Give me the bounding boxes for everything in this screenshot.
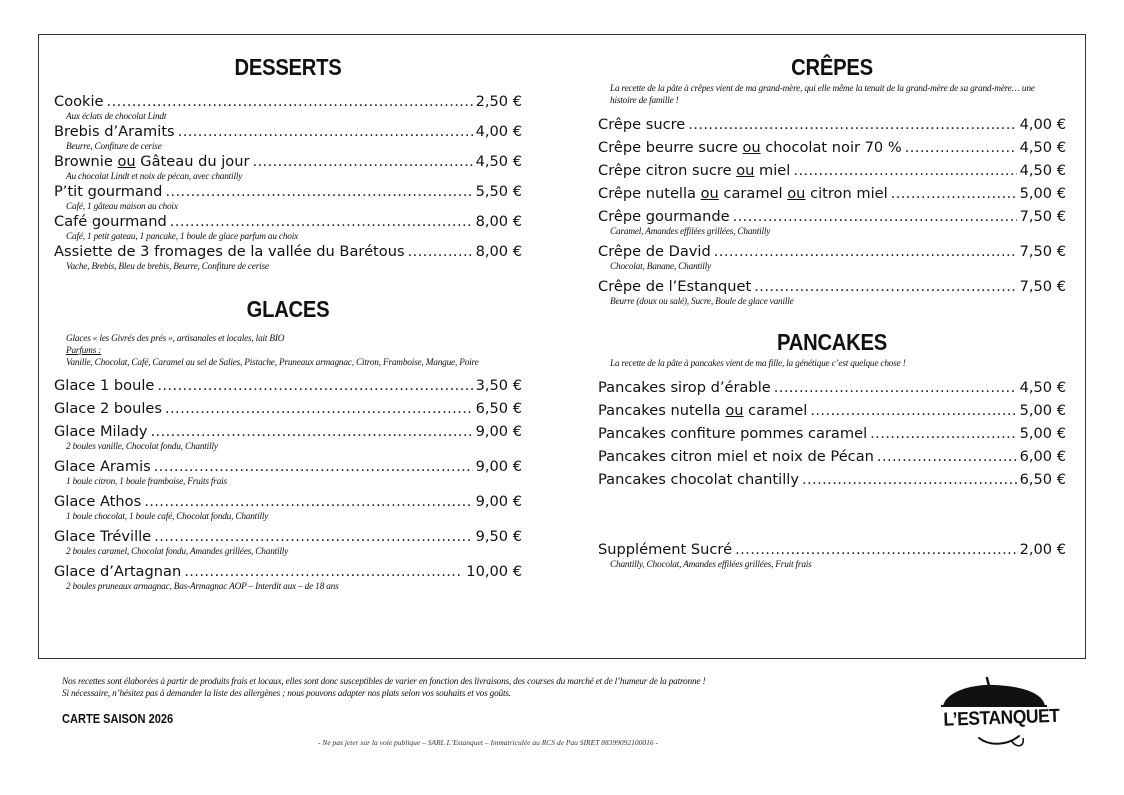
menu-item: Glace 1 boule ..... 3,50 € xyxy=(54,377,522,395)
menu-item: Pancakes confiture pommes caramel ..... 5,00 € xyxy=(598,425,1066,443)
supplement-item: Supplément Sucré ..... 2,00 € xyxy=(598,541,1066,559)
menu-item: Crêpe de l’Estanquet ..... 7,50 € xyxy=(598,278,1066,296)
menu-item: Crêpe nutella ou caramel ou citron miel ..... 5,00 € xyxy=(598,185,1066,203)
crepes-title: CRÊPES xyxy=(791,54,873,80)
item-description: 1 boule chocolat, 1 boule café, Chocolat fondu, Chantilly xyxy=(66,512,269,522)
menu-item: Brebis d’Aramits ..... 4,00 € xyxy=(54,123,522,141)
desserts-title: DESSERTS xyxy=(234,54,342,80)
season-label: CARTE SAISON 2026 xyxy=(62,711,174,726)
menu-item: Glace Tréville ..... 9,50 € xyxy=(54,528,522,546)
item-description: Caramel, Amandes effilées grillées, Chantilly xyxy=(610,227,771,237)
menu-item: Pancakes chocolat chantilly ..... 6,50 € xyxy=(598,471,1066,489)
menu-item: Café gourmand ..... 8,00 € xyxy=(54,213,522,231)
pancakes-intro: La recette de la pâte à pancakes vient de ma fille, la génétique c’est quelque chose ! xyxy=(610,359,906,369)
item-description: Café, 1 gâteau maison au choix xyxy=(66,202,178,212)
menu-item: Crêpe citron sucre ou miel ..... 4,50 € xyxy=(598,162,1066,180)
crepes-intro: La recette de la pâte à crêpes vient de ma grand-mère, qui elle même la tenait de la grand-mère de sa grand-mère… une histoire de famille ! xyxy=(610,84,1035,106)
menu-item: Crêpe de David ..... 7,50 € xyxy=(598,243,1066,261)
item-description: 1 boule citron, 1 boule framboise, Fruits frais xyxy=(66,477,227,487)
item-description: Café, 1 petit gateau, 1 pancake, 1 boule de glace parfum au choix xyxy=(66,232,299,242)
footer-notes xyxy=(62,676,822,700)
item-description: Aux éclats de chocolat Lindt xyxy=(66,112,167,122)
item-description: Beurre (doux ou salé), Sucre, Boule de glace vanille xyxy=(610,297,794,307)
menu-item: Glace Milady ..... 9,00 € xyxy=(54,423,522,441)
parfums-list: Vanille, Chocolat, Café, Caramel au sel de Salies, Pistache, Pruneaux armagnac, Citron, Framboise, Mangue, Poire xyxy=(66,358,479,368)
menu-item: Assiette de 3 fromages de la vallée du Barétous ..... 8,00 € xyxy=(54,243,522,261)
legal-notice: - Ne pas jeter sur la voie publique – SARL L’Estanquet – Immatriculée au RCS de Pau SIRET 88399092100016 - xyxy=(317,738,659,747)
item-description: Au chocolat Lindt et noix de pécan, avec chantilly xyxy=(66,172,243,182)
menu-item: Brownie ou Gâteau du jour ..... 4,50 € xyxy=(54,153,522,171)
menu-item: Pancakes citron miel et noix de Pécan ..... 6,00 € xyxy=(598,448,1066,466)
menu-item: Glace Aramis ..... 9,00 € xyxy=(54,458,522,476)
item-description: Vache, Brebis, Bleu de brebis, Beurre, Confiture de cerise xyxy=(66,262,269,272)
glaces-title: GLACES xyxy=(246,296,330,322)
parfums-label: Parfums : xyxy=(66,346,102,356)
left-column xyxy=(54,53,522,593)
item-description: Chocolat, Banane, Chantilly xyxy=(610,262,711,272)
menu-item: Crêpe beurre sucre ou chocolat noir 70 % ..... 4,50 € xyxy=(598,139,1066,157)
item-description: Beurre, Confiture de cerise xyxy=(66,142,162,152)
logo-text: L’ESTANQUET xyxy=(943,705,1060,731)
menu-frame xyxy=(38,34,1086,659)
menu-item: Cookie ..... 2,50 € xyxy=(54,93,522,111)
footer-note-1: Nos recettes sont élaborées à partir de produits frais et locaux, elles sont donc susceptibles de varier en fonction des livraisons, des courses du marché et de l’humeur de la patronne ! xyxy=(62,677,706,687)
menu-item: Crêpe sucre ..... 4,00 € xyxy=(598,116,1066,134)
menu-item: Pancakes nutella ou caramel ..... 5,00 € xyxy=(598,402,1066,420)
menu-item: Glace 2 boules ..... 6,50 € xyxy=(54,400,522,418)
item-description: 2 boules caramel, Chocolat fondu, Amandes grillées, Chantilly xyxy=(66,547,289,557)
item-description: 2 boules vanille, Chocolat fondu, Chantilly xyxy=(66,442,218,452)
glaces-intro: Glaces « les Givrés des prés », artisanales et locales, lait BIO xyxy=(66,334,285,344)
footer-note-2: Si nécessaire, n’hésitez pas à demander la liste des allergènes ; nous pouvons adapter nos plats selon vos souhaits et vos goûts. xyxy=(62,689,511,699)
item-description: 2 boules pruneaux armagnac, Bas-Armagnac AOP – Interdit aux – de 18 ans xyxy=(66,582,339,592)
menu-item: Crêpe gourmande ..... 7,50 € xyxy=(598,208,1066,226)
menu-item: Pancakes sirop d’érable ..... 4,50 € xyxy=(598,379,1066,397)
pancakes-title: PANCAKES xyxy=(777,329,887,355)
menu-item: P’tit gourmand ..... 5,50 € xyxy=(54,183,522,201)
item-description: Chantilly, Chocolat, Amandes effilées grillées, Fruit frais xyxy=(610,560,812,570)
estanquet-logo xyxy=(935,676,1060,756)
right-column xyxy=(598,53,1066,571)
menu-item: Glace d’Artagnan ..... 10,00 € xyxy=(54,563,522,581)
menu-item: Glace Athos ..... 9,00 € xyxy=(54,493,522,511)
